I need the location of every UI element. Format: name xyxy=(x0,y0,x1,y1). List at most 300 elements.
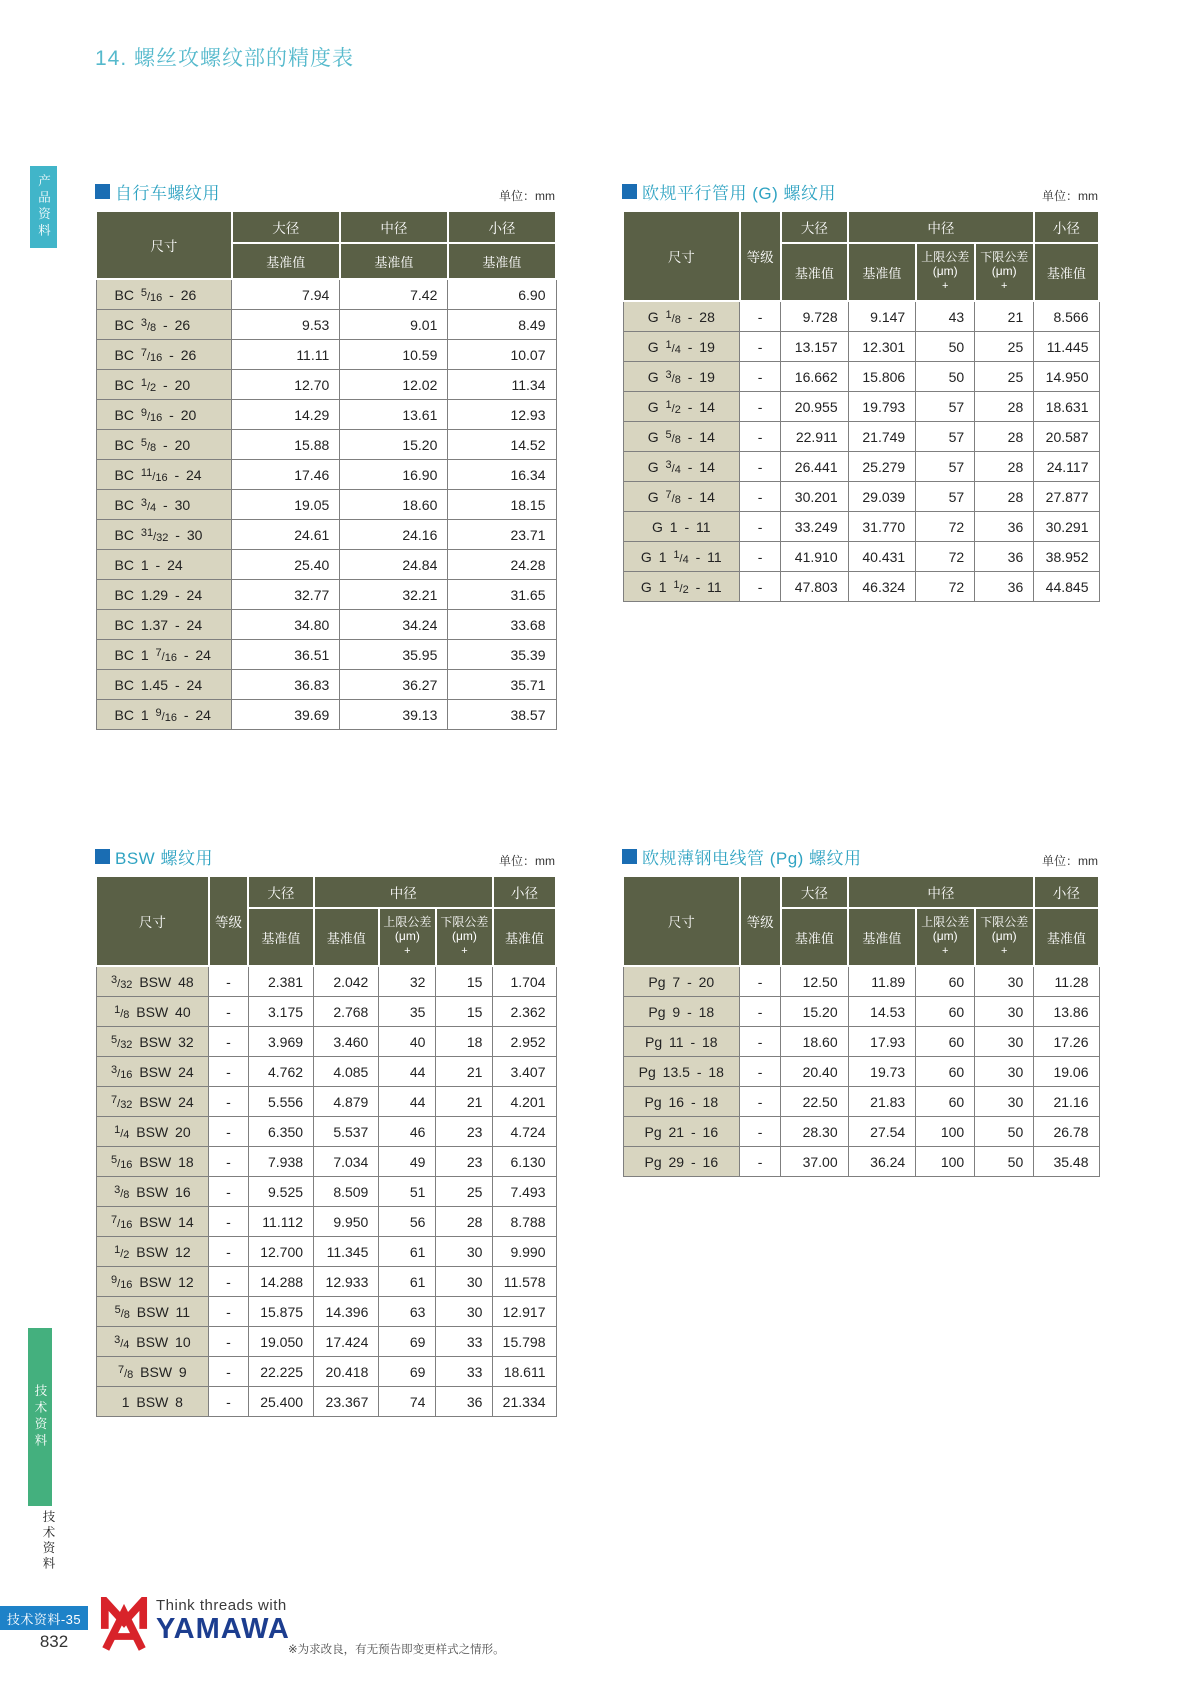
value-cell: 6.90 xyxy=(448,279,556,310)
value-cell: 36.24 xyxy=(848,1147,916,1177)
col-header-basic: 基准值 xyxy=(848,243,916,301)
section-title xyxy=(95,844,213,869)
col-header-basic: 基准值 xyxy=(493,908,556,966)
col-header-major: 大径 xyxy=(781,211,849,243)
value-cell: 18.60 xyxy=(340,490,448,520)
value-cell: 30 xyxy=(975,1027,1034,1057)
value-cell: 25.40 xyxy=(232,550,340,580)
grade-cell: - xyxy=(209,1207,249,1237)
section-marker-icon xyxy=(622,184,637,199)
table-row xyxy=(623,572,1099,602)
value-cell: 21.334 xyxy=(493,1387,556,1417)
grade-cell: - xyxy=(740,422,781,452)
value-cell: 13.86 xyxy=(1034,997,1099,1027)
table-row xyxy=(96,640,556,670)
size-cell: G 7/8 - 14 xyxy=(623,482,740,512)
bicycle-thread-table xyxy=(95,210,557,730)
value-cell: 5.556 xyxy=(248,1087,313,1117)
value-cell: 50 xyxy=(916,332,975,362)
col-header-size: 尺寸 xyxy=(623,211,740,301)
value-cell: 34.24 xyxy=(340,610,448,640)
value-cell: 4.201 xyxy=(493,1087,556,1117)
value-cell: 30 xyxy=(975,1057,1034,1087)
col-header-major: 大径 xyxy=(781,876,849,908)
col-header-basic: 基准值 xyxy=(1034,243,1099,301)
table-heading-row xyxy=(622,845,1100,869)
col-header-basic: 基准值 xyxy=(1034,908,1099,966)
size-cell: BC 31/32 - 30 xyxy=(96,520,232,550)
value-cell: 10.07 xyxy=(448,340,556,370)
value-cell: 18.631 xyxy=(1034,392,1099,422)
value-cell: 36 xyxy=(975,542,1034,572)
section-title-text: BSW 螺纹用 xyxy=(115,849,213,868)
unit-label: 单位：mm xyxy=(499,854,555,868)
value-cell: 3.969 xyxy=(248,1027,313,1057)
value-cell: 32.21 xyxy=(340,580,448,610)
table-row xyxy=(623,1117,1099,1147)
fraction: 3/32 xyxy=(111,974,133,991)
value-cell: 16.662 xyxy=(781,362,849,392)
col-header-upper-tolerance: 上限公差 (μm) + xyxy=(916,908,975,966)
fraction: 7/16 xyxy=(140,347,163,364)
value-cell: 60 xyxy=(916,1087,975,1117)
value-cell: 15.806 xyxy=(848,362,916,392)
col-header-basic: 基准值 xyxy=(248,908,313,966)
size-cell: BC 1.29 - 24 xyxy=(96,580,232,610)
table-row xyxy=(623,332,1099,362)
value-cell: 60 xyxy=(916,966,975,997)
value-cell: 25 xyxy=(975,332,1034,362)
grade-cell: - xyxy=(740,542,781,572)
grade-cell: - xyxy=(209,1357,249,1387)
size-cell: Pg 11 - 18 xyxy=(623,1027,740,1057)
fraction: 5/8 xyxy=(114,1304,130,1321)
col-header-group: 中径 xyxy=(340,211,448,243)
value-cell: 27.54 xyxy=(848,1117,916,1147)
value-cell: 11.345 xyxy=(314,1237,379,1267)
value-cell: 19.050 xyxy=(248,1327,313,1357)
value-cell: 26.441 xyxy=(781,452,849,482)
value-cell: 100 xyxy=(916,1147,975,1177)
size-cell: BC 9/16 - 20 xyxy=(96,400,232,430)
value-cell: 30.201 xyxy=(781,482,849,512)
table-row xyxy=(623,301,1099,332)
value-cell: 2.768 xyxy=(314,997,379,1027)
size-cell: BC 5/8 - 20 xyxy=(96,430,232,460)
size-cell: 7/8 BSW 9 xyxy=(96,1357,209,1387)
col-header-pitch: 中径 xyxy=(848,211,1034,243)
value-cell: 9.147 xyxy=(848,301,916,332)
table-row xyxy=(96,370,556,400)
value-cell: 11.445 xyxy=(1034,332,1099,362)
table-body xyxy=(96,966,556,1417)
size-cell: 3/4 BSW 10 xyxy=(96,1327,209,1357)
table-block-g-pipe xyxy=(622,180,1100,602)
grade-cell: - xyxy=(209,1327,249,1357)
value-cell: 57 xyxy=(916,452,975,482)
value-cell: 21.16 xyxy=(1034,1087,1099,1117)
value-cell: 9.53 xyxy=(232,310,340,340)
section-title-text: 自行车螺纹用 xyxy=(115,184,220,203)
table-row xyxy=(96,1267,556,1297)
value-cell: 23.71 xyxy=(448,520,556,550)
unit-label: 单位：mm xyxy=(1042,189,1098,203)
value-cell: 2.042 xyxy=(314,966,379,997)
col-header-lower-tolerance: 下限公差 (μm) + xyxy=(975,908,1034,966)
fraction: 7/8 xyxy=(117,1364,134,1381)
fraction: 7/16 xyxy=(111,1214,133,1231)
value-cell: 32 xyxy=(379,966,436,997)
value-cell: 33.249 xyxy=(781,512,849,542)
value-cell: 57 xyxy=(916,482,975,512)
value-cell: 35.39 xyxy=(448,640,556,670)
table-row xyxy=(96,1027,556,1057)
value-cell: 17.26 xyxy=(1034,1027,1099,1057)
section-title-text: 欧规平行管用 (G) 螺纹用 xyxy=(642,184,836,203)
size-cell: G 5/8 - 14 xyxy=(623,422,740,452)
table-row xyxy=(96,580,556,610)
value-cell: 25.400 xyxy=(248,1387,313,1417)
unit-label: 单位：mm xyxy=(499,189,555,203)
fraction: 1/4 xyxy=(673,549,689,566)
value-cell: 36 xyxy=(975,512,1034,542)
value-cell: 1.704 xyxy=(493,966,556,997)
col-header-minor: 小径 xyxy=(1034,211,1099,243)
value-cell: 11.89 xyxy=(848,966,916,997)
value-cell: 50 xyxy=(916,362,975,392)
fraction: 3/16 xyxy=(111,1064,133,1081)
fraction: 5/16 xyxy=(140,287,163,304)
grade-cell: - xyxy=(209,1237,249,1267)
grade-cell: - xyxy=(740,1117,781,1147)
col-header-upper-tolerance: 上限公差 (μm) + xyxy=(379,908,436,966)
value-cell: 25 xyxy=(975,362,1034,392)
value-cell: 29.039 xyxy=(848,482,916,512)
grade-cell: - xyxy=(740,1087,781,1117)
grade-cell: - xyxy=(740,1057,781,1087)
grade-cell: - xyxy=(209,1267,249,1297)
table-row xyxy=(623,1027,1099,1057)
page-number: 832 xyxy=(39,1632,69,1651)
size-cell: G 3/8 - 19 xyxy=(623,362,740,392)
col-header-basic: 基准值 xyxy=(781,908,849,966)
value-cell: 12.93 xyxy=(448,400,556,430)
col-header-size: 尺寸 xyxy=(623,876,740,966)
value-cell: 3.407 xyxy=(493,1057,556,1087)
fraction: 1/2 xyxy=(140,377,157,394)
value-cell: 46.324 xyxy=(848,572,916,602)
value-cell: 56 xyxy=(379,1207,436,1237)
size-cell: BC 1 7/16 - 24 xyxy=(96,640,232,670)
value-cell: 21 xyxy=(436,1087,493,1117)
table-header xyxy=(96,211,556,279)
table-row xyxy=(96,1117,556,1147)
value-cell: 60 xyxy=(916,1057,975,1087)
col-header-major: 大径 xyxy=(248,876,313,908)
value-cell: 38.57 xyxy=(448,700,556,730)
table-row xyxy=(96,1327,556,1357)
table-header xyxy=(623,876,1099,966)
unit-label: 单位：mm xyxy=(1042,854,1098,868)
grade-cell: - xyxy=(209,997,249,1027)
value-cell: 15.20 xyxy=(340,430,448,460)
size-cell: G 1/8 - 28 xyxy=(623,301,740,332)
value-cell: 100 xyxy=(916,1117,975,1147)
table-row xyxy=(96,400,556,430)
fraction: 5/32 xyxy=(111,1034,133,1051)
section-title xyxy=(622,179,836,204)
technical-data-badge: 技术资料-35 xyxy=(0,1606,88,1630)
col-header-pitch: 中径 xyxy=(848,876,1034,908)
yamawa-logo xyxy=(100,1597,290,1653)
grade-cell: - xyxy=(740,1027,781,1057)
value-cell: 35.95 xyxy=(340,640,448,670)
value-cell: 24.28 xyxy=(448,550,556,580)
size-cell: G 1 1/2 - 11 xyxy=(623,572,740,602)
value-cell: 72 xyxy=(916,512,975,542)
grade-cell: - xyxy=(209,1057,249,1087)
size-cell: 9/16 BSW 12 xyxy=(96,1267,209,1297)
col-header-basic: 基准值 xyxy=(232,243,340,279)
value-cell: 22.225 xyxy=(248,1357,313,1387)
fraction: 3/8 xyxy=(140,317,157,334)
value-cell: 21 xyxy=(975,301,1034,332)
fraction: 3/8 xyxy=(665,369,681,386)
value-cell: 28 xyxy=(436,1207,493,1237)
value-cell: 4.762 xyxy=(248,1057,313,1087)
fraction: 1/2 xyxy=(673,579,689,596)
col-header-basic: 基准值 xyxy=(340,243,448,279)
size-cell: 3/32 BSW 48 xyxy=(96,966,209,997)
value-cell: 2.952 xyxy=(493,1027,556,1057)
table-row xyxy=(623,512,1099,542)
value-cell: 30.291 xyxy=(1034,512,1099,542)
value-cell: 57 xyxy=(916,422,975,452)
value-cell: 11.34 xyxy=(448,370,556,400)
fraction: 11/16 xyxy=(140,467,168,484)
col-header-group: 小径 xyxy=(448,211,556,243)
table-body xyxy=(623,966,1099,1177)
table-row xyxy=(623,542,1099,572)
fraction: 7/8 xyxy=(665,489,681,506)
header-row xyxy=(623,211,1099,243)
value-cell: 17.93 xyxy=(848,1027,916,1057)
fraction: 1/2 xyxy=(114,1244,130,1261)
table-row xyxy=(623,1147,1099,1177)
section-title xyxy=(95,179,220,204)
value-cell: 6.130 xyxy=(493,1147,556,1177)
col-header-minor: 小径 xyxy=(1034,876,1099,908)
value-cell: 23 xyxy=(436,1147,493,1177)
col-header-size: 尺寸 xyxy=(96,876,209,966)
value-cell: 16.34 xyxy=(448,460,556,490)
value-cell: 44 xyxy=(379,1087,436,1117)
fraction: 5/16 xyxy=(111,1154,133,1171)
bsw-thread-table xyxy=(95,875,557,1417)
value-cell: 20.40 xyxy=(781,1057,849,1087)
g-thread-table xyxy=(622,210,1100,602)
table-row xyxy=(96,550,556,580)
col-header-pitch: 中径 xyxy=(314,876,493,908)
value-cell: 30 xyxy=(975,997,1034,1027)
size-cell: 7/16 BSW 14 xyxy=(96,1207,209,1237)
table-row xyxy=(623,1087,1099,1117)
fraction: 3/8 xyxy=(114,1184,130,1201)
section-title xyxy=(622,844,862,869)
value-cell: 18.611 xyxy=(493,1357,556,1387)
size-cell: BC 5/16 - 26 xyxy=(96,279,232,310)
fraction: 1/4 xyxy=(665,339,681,356)
value-cell: 15.875 xyxy=(248,1297,313,1327)
size-cell: Pg 9 - 18 xyxy=(623,997,740,1027)
value-cell: 11.11 xyxy=(232,340,340,370)
value-cell: 35.71 xyxy=(448,670,556,700)
value-cell: 11.578 xyxy=(493,1267,556,1297)
value-cell: 2.381 xyxy=(248,966,313,997)
table-row xyxy=(96,1207,556,1237)
value-cell: 24.61 xyxy=(232,520,340,550)
value-cell: 43 xyxy=(916,301,975,332)
value-cell: 44.845 xyxy=(1034,572,1099,602)
grade-cell: - xyxy=(209,1117,249,1147)
value-cell: 46 xyxy=(379,1117,436,1147)
value-cell: 37.00 xyxy=(781,1147,849,1177)
col-header-basic: 基准值 xyxy=(848,908,916,966)
value-cell: 28 xyxy=(975,422,1034,452)
value-cell: 24.16 xyxy=(340,520,448,550)
col-header-grade: 等级 xyxy=(740,876,781,966)
value-cell: 17.424 xyxy=(314,1327,379,1357)
value-cell: 9.950 xyxy=(314,1207,379,1237)
value-cell: 39.13 xyxy=(340,700,448,730)
value-cell: 12.02 xyxy=(340,370,448,400)
value-cell: 15 xyxy=(436,966,493,997)
value-cell: 36.51 xyxy=(232,640,340,670)
value-cell: 8.49 xyxy=(448,310,556,340)
section-title-text: 欧规薄钢电线管 (Pg) 螺纹用 xyxy=(642,849,862,868)
section-marker-icon xyxy=(95,184,110,199)
size-cell: 5/16 BSW 18 xyxy=(96,1147,209,1177)
value-cell: 8.509 xyxy=(314,1177,379,1207)
value-cell: 40.431 xyxy=(848,542,916,572)
disclaimer-note: ※为求改良，有无预告即变更样式之情形。 xyxy=(288,1644,505,1656)
value-cell: 3.175 xyxy=(248,997,313,1027)
value-cell: 50 xyxy=(975,1117,1034,1147)
value-cell: 44 xyxy=(379,1057,436,1087)
size-cell: Pg 29 - 16 xyxy=(623,1147,740,1177)
yamawa-logo-mark-icon xyxy=(100,1597,148,1653)
value-cell: 25.279 xyxy=(848,452,916,482)
grade-cell: - xyxy=(740,1147,781,1177)
value-cell: 4.879 xyxy=(314,1087,379,1117)
fraction: 9/16 xyxy=(140,407,163,424)
table-block-bsw xyxy=(95,845,557,1417)
table-row xyxy=(623,966,1099,997)
grade-cell: - xyxy=(740,572,781,602)
table-heading-row xyxy=(95,180,557,204)
grade-cell: - xyxy=(740,482,781,512)
size-cell: Pg 7 - 20 xyxy=(623,966,740,997)
table-row xyxy=(96,670,556,700)
value-cell: 51 xyxy=(379,1177,436,1207)
fraction: 7/32 xyxy=(111,1094,133,1111)
value-cell: 74 xyxy=(379,1387,436,1417)
value-cell: 14.29 xyxy=(232,400,340,430)
table-row xyxy=(96,966,556,997)
value-cell: 63 xyxy=(379,1297,436,1327)
table-row xyxy=(623,392,1099,422)
value-cell: 31.65 xyxy=(448,580,556,610)
size-cell: 3/8 BSW 16 xyxy=(96,1177,209,1207)
table-body xyxy=(96,279,556,730)
grade-cell: - xyxy=(740,392,781,422)
value-cell: 72 xyxy=(916,572,975,602)
table-heading-row xyxy=(95,845,557,869)
table-row xyxy=(96,310,556,340)
value-cell: 30 xyxy=(975,966,1034,997)
size-cell: BC 1.45 - 24 xyxy=(96,670,232,700)
value-cell: 60 xyxy=(916,1027,975,1057)
sidebar-tab-product-data xyxy=(30,166,57,248)
value-cell: 2.362 xyxy=(493,997,556,1027)
header-row xyxy=(623,876,1099,908)
value-cell: 12.70 xyxy=(232,370,340,400)
table-header xyxy=(96,876,556,966)
table-row xyxy=(96,610,556,640)
logo-tagline: Think threads with xyxy=(156,1597,287,1614)
value-cell: 7.94 xyxy=(232,279,340,310)
table-row xyxy=(96,1297,556,1327)
header-row xyxy=(96,876,556,908)
value-cell: 21.83 xyxy=(848,1087,916,1117)
value-cell: 12.50 xyxy=(781,966,849,997)
value-cell: 19.05 xyxy=(232,490,340,520)
table-row xyxy=(623,997,1099,1027)
value-cell: 14.950 xyxy=(1034,362,1099,392)
value-cell: 36 xyxy=(436,1387,493,1417)
section-marker-icon xyxy=(622,849,637,864)
sidebar-tab-technical-data xyxy=(28,1328,52,1506)
value-cell: 57 xyxy=(916,392,975,422)
value-cell: 9.525 xyxy=(248,1177,313,1207)
col-header-group: 大径 xyxy=(232,211,340,243)
table-row xyxy=(96,1357,556,1387)
value-cell: 15.798 xyxy=(493,1327,556,1357)
value-cell: 23.367 xyxy=(314,1387,379,1417)
value-cell: 69 xyxy=(379,1327,436,1357)
value-cell: 12.700 xyxy=(248,1237,313,1267)
value-cell: 23 xyxy=(436,1117,493,1147)
grade-cell: - xyxy=(740,997,781,1027)
size-cell: BC 1 9/16 - 24 xyxy=(96,700,232,730)
col-header-size: 尺寸 xyxy=(96,211,232,279)
size-cell: 5/8 BSW 11 xyxy=(96,1297,209,1327)
value-cell: 19.06 xyxy=(1034,1057,1099,1087)
col-header-upper-tolerance: 上限公差 (μm) + xyxy=(916,243,975,301)
table-row xyxy=(623,1057,1099,1087)
value-cell: 40 xyxy=(379,1027,436,1057)
value-cell: 4.085 xyxy=(314,1057,379,1087)
table-row xyxy=(96,700,556,730)
grade-cell: - xyxy=(740,512,781,542)
size-cell: G 1/2 - 14 xyxy=(623,392,740,422)
fraction: 31/32 xyxy=(140,527,169,544)
fraction: 1/8 xyxy=(114,1004,130,1021)
value-cell: 72 xyxy=(916,542,975,572)
size-cell: BC 7/16 - 26 xyxy=(96,340,232,370)
value-cell: 16.90 xyxy=(340,460,448,490)
value-cell: 12.917 xyxy=(493,1297,556,1327)
